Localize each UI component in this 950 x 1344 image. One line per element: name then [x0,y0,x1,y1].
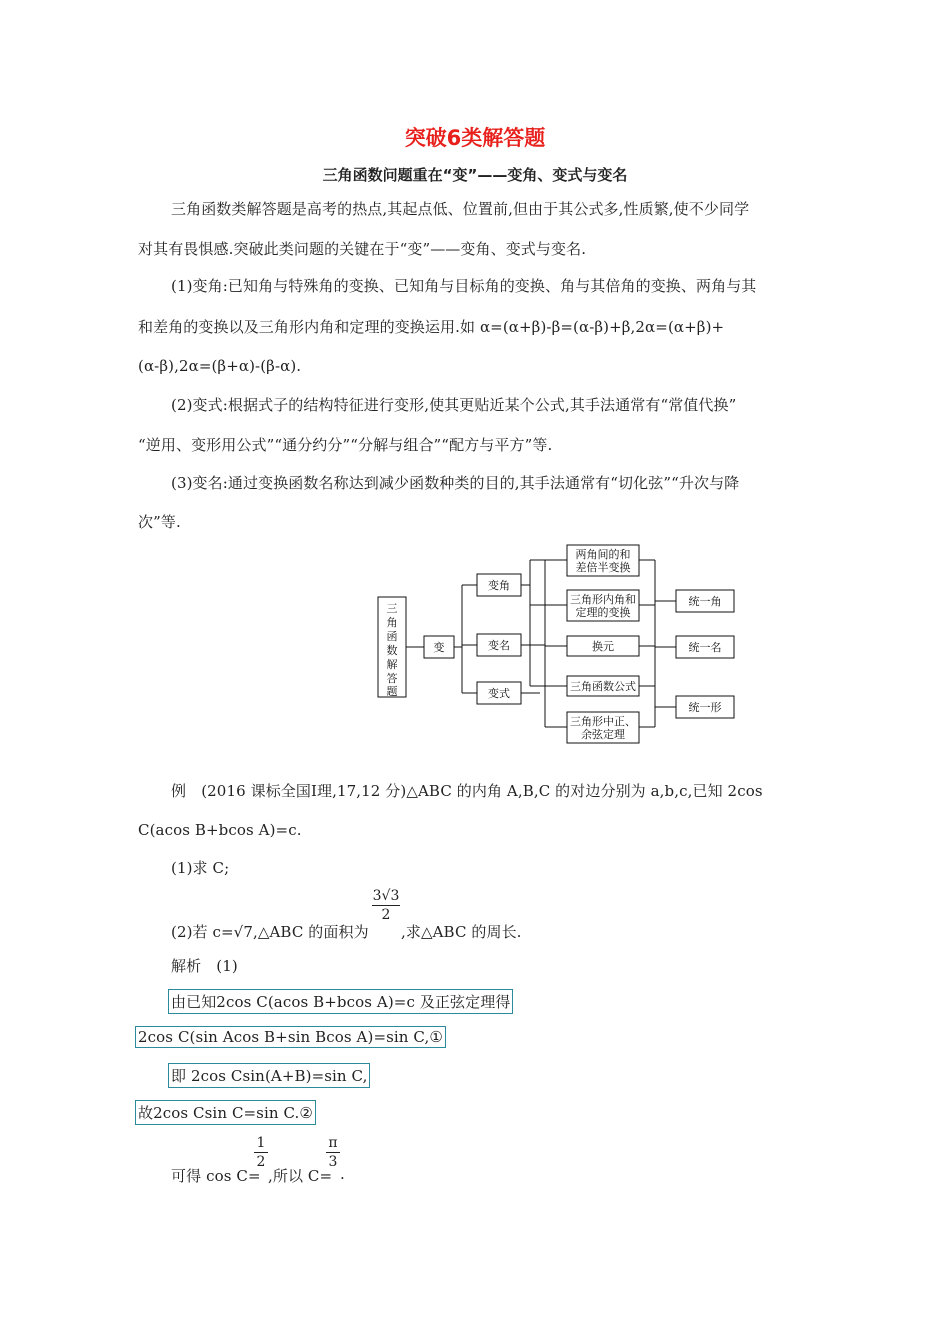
question-1: (1)求 C; [171,859,230,877]
point1-line-1: (1)变角:已知角与特殊角的变换、已知角与目标角的变换、角与其倍角的变换、两角与其 [171,277,757,295]
intro-line-1: 三角函数类解答题是高考的热点,其起点低、位置前,但由于其公式多,性质繁,使不少同学 [171,200,750,218]
solution-step-2: 2cos C(sin Acos B+sin Bcos A)=sin C,① [135,1026,446,1048]
angle-fraction-num: π [328,1135,338,1151]
svg-text:题: 题 [386,685,398,698]
area-fraction-den: 2 [381,907,391,923]
point1-line-2: 和差角的变换以及三角形内角和定理的变换运用.如 α=(α+β)-β=(α-β)+β,2α=(α+β)+ [138,318,725,336]
svg-text:角: 角 [386,616,398,629]
point1-line-3: (α-β),2α=(β+α)-(β-α). [138,357,302,375]
area-fraction-num: 3√3 [372,888,400,904]
svg-text:解: 解 [386,658,398,671]
solution-step-1: 由已知2cos C(acos B+bcos A)=c 及正弦定理得 [168,989,513,1014]
solution-last-end: . [340,1165,345,1183]
svg-text:函: 函 [386,630,398,643]
flow-diagram [370,540,750,752]
point2-line-1: (2)变式:根据式子的结构特征进行变形,使其更贴近某个公式,其手法通常有“常值代换” [171,396,737,414]
point2-line-2: “逆用、变形用公式”“通分约分”“分解与组合”“配方与平方”等. [138,436,553,454]
solution-step-3: 即 2cos Csin(A+B)=sin C, [168,1063,370,1088]
diagram-method-2b: 定理的变换 [575,606,631,619]
diagram-method-4: 三角函数公式 [570,680,636,693]
example-line-2: C(acos B+bcos A)=c. [138,821,302,839]
angle-fraction [326,1135,340,1170]
diagram-method-1b: 差倍半变换 [575,561,631,574]
solution-label: 解析 (1) [171,957,238,975]
question-2-pre: (2)若 c=√7,△ABC 的面积为 [171,923,369,941]
diagram-mid-3: 变式 [488,687,510,700]
point3-line-1: (3)变名:通过变换函数名称达到减少函数种类的目的,其手法通常有“切化弦”“升次与降 [171,474,740,492]
page-subtitle: 三角函数问题重在“变”——变角、变式与变名 [322,166,628,184]
svg-text:三: 三 [386,602,398,615]
diagram-method-2a: 三角形内角和 [570,593,636,606]
diagram-mid-1: 变角 [488,579,510,592]
intro-line-2: 对其有畏惧感.突破此类问题的关键在于“变”——变角、变式与变名. [138,240,587,258]
cos-fraction [254,1135,268,1170]
solution-last-mid: ,所以 C= [268,1167,333,1185]
diagram-method-1a: 两角间的和 [575,548,631,561]
cos-fraction-den: 2 [256,1154,266,1170]
diagram-root [387,602,398,698]
diagram-bian: 变 [433,641,445,654]
question-2-post: ,求△ABC 的周长. [401,923,522,941]
diagram-result-2: 统一名 [688,641,722,654]
diagram-result-3: 统一形 [688,701,722,714]
diagram-method-3: 换元 [592,640,614,653]
diagram-method-5a: 三角形中正、 [570,715,636,728]
diagram-result-1: 统一角 [688,595,722,608]
angle-fraction-den: 3 [328,1154,338,1170]
area-fraction [372,888,400,923]
diagram-method-5b: 余弦定理 [581,728,625,741]
svg-text:数: 数 [386,644,398,657]
solution-last-pre: 可得 cos C= [171,1167,261,1185]
example-line-1: 例 (2016 课标全国Ⅰ理,17,12 分)△ABC 的内角 A,B,C 的对边分别为 a,b,c,已知 2cos [171,782,763,800]
cos-fraction-num: 1 [256,1135,266,1151]
point3-line-2: 次”等. [138,513,181,531]
diagram-mid-2: 变名 [488,639,510,652]
solution-step-4: 故2cos Csin C=sin C.② [135,1100,316,1125]
page-title: 突破6类解答题 [404,126,546,150]
svg-text:答: 答 [386,672,398,685]
